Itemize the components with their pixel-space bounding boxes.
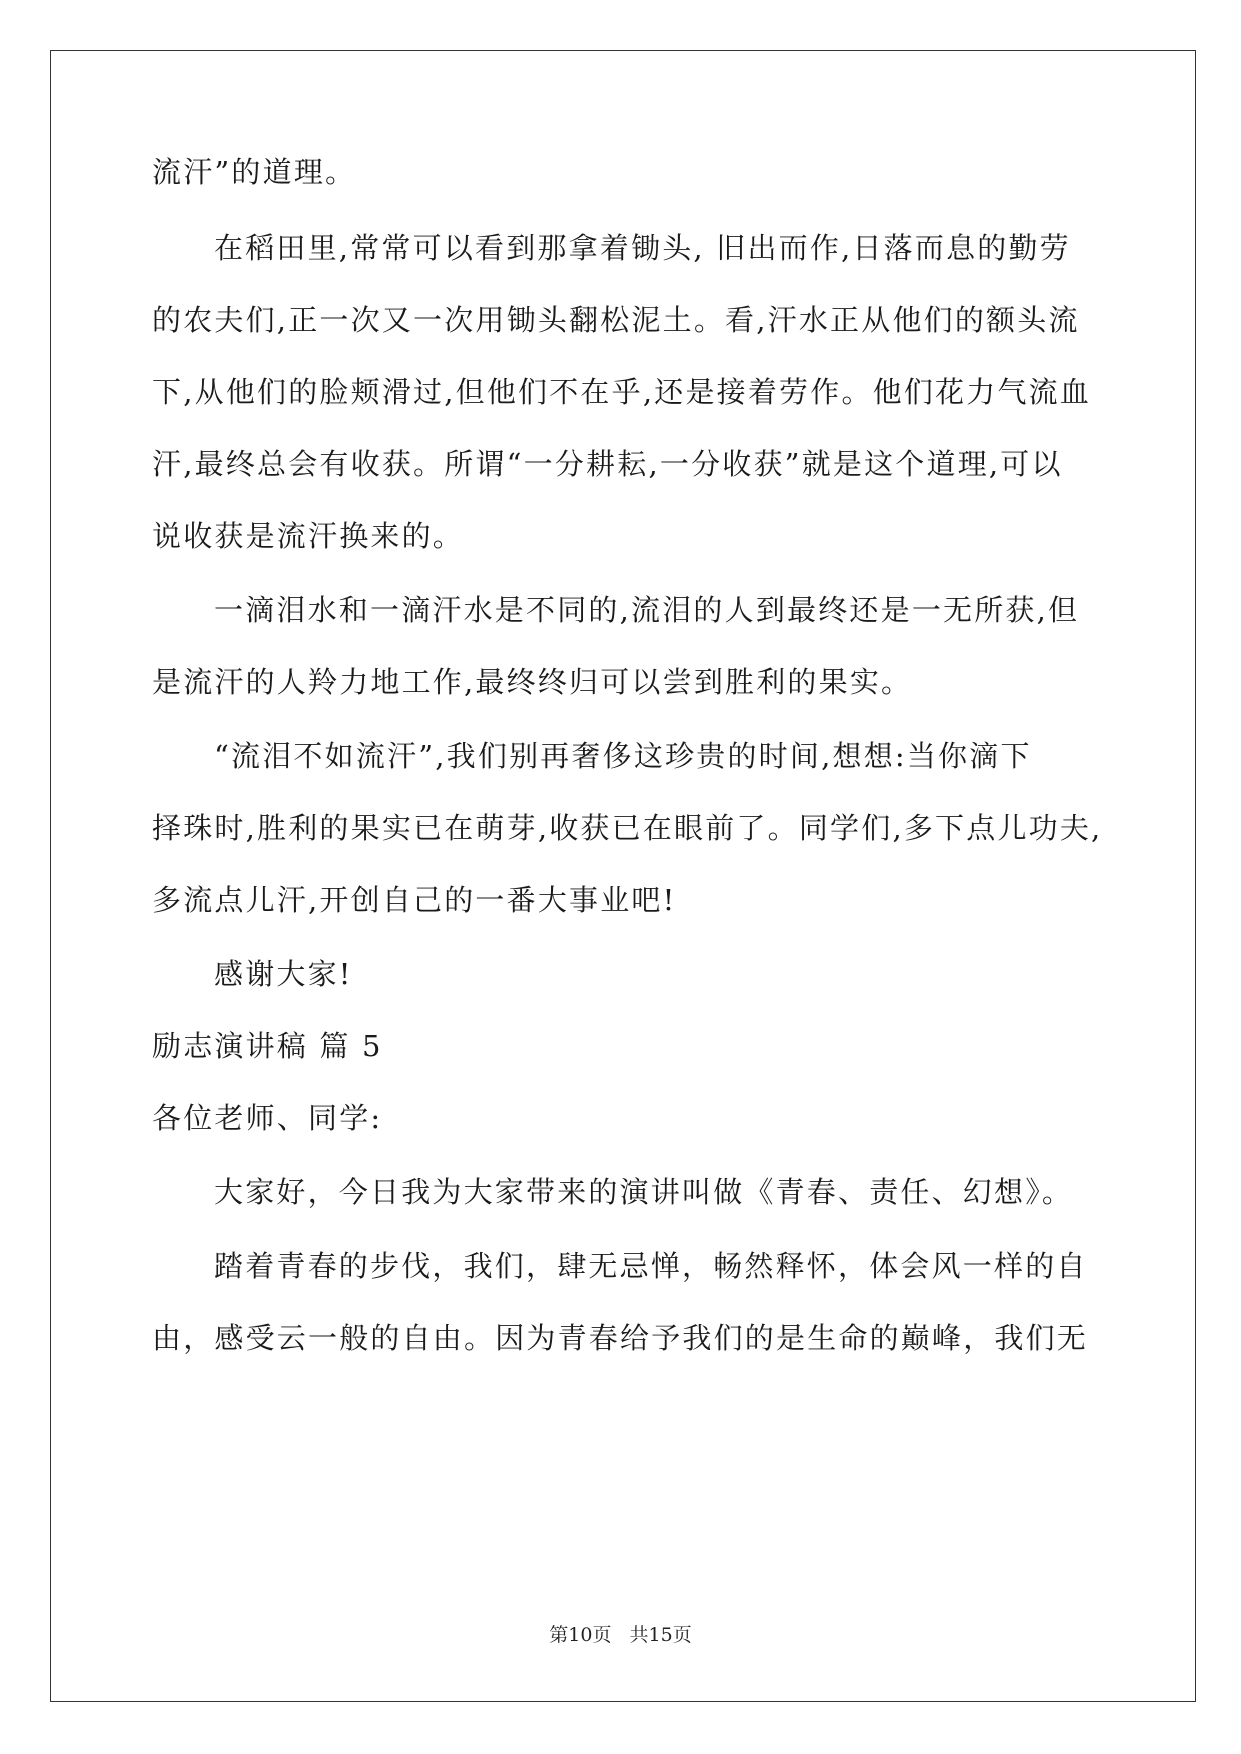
text-line: 一滴泪水和一滴汗水是不同的,流泪的人到最终还是一无所获,但 [214,593,1080,627]
page-border [50,50,1196,1702]
text-line: “流泪不如流汗”,我们别再奢侈这珍贵的时间,想想:当你滴下 [214,739,1032,773]
text-line: 的农夫们,正一次又一次用锄头翻松泥土。看,汗水正从他们的额头流 [152,303,1080,337]
text-line: 是流汗的人羚力地工作,最终终归可以尝到胜利的果实。 [152,665,913,699]
text-line: 由，感受云一般的自由。因为青春给予我们的是生命的巅峰，我们无 [152,1321,1089,1355]
text-line: 多流点儿汗,开创自己的一番大事业吧! [152,883,677,917]
section-heading: 励志演讲稿 篇 5 [152,1029,383,1063]
text-line: 下,从他们的脸颊滑过,但他们不在乎,还是接着劳作。他们花力气流血 [152,375,1092,409]
page-number: 第10页 [549,1624,612,1646]
text-line: 大家好，今日我为大家带来的演讲叫做《青春、责任、幻想》。 [214,1175,1074,1209]
text-line: 择珠时,胜利的果实已在萌芽,收获已在眼前了。同学们,多下点儿功夫, [152,811,1103,845]
page-total: 共15页 [629,1624,692,1646]
page-footer [0,1620,1241,1650]
text-line: 踏着青春的步伐，我们，肆无忌惮，畅然释怀，体会风一样的自 [214,1249,1088,1283]
salutation: 各位老师、同学: [152,1101,383,1135]
text-line: 说收获是流汗换来的。 [152,519,465,553]
text-line: 感谢大家! [214,957,353,991]
text-line: 流汗”的道理。 [152,155,357,189]
text-line: 汗,最终总会有收获。所谓“一分耕耘,一分收获”就是这个道理,可以 [152,447,1063,481]
text-line: 在稻田里,常常可以看到那拿着锄头, 旧出而作,日落而息的勤劳 [214,231,1071,265]
